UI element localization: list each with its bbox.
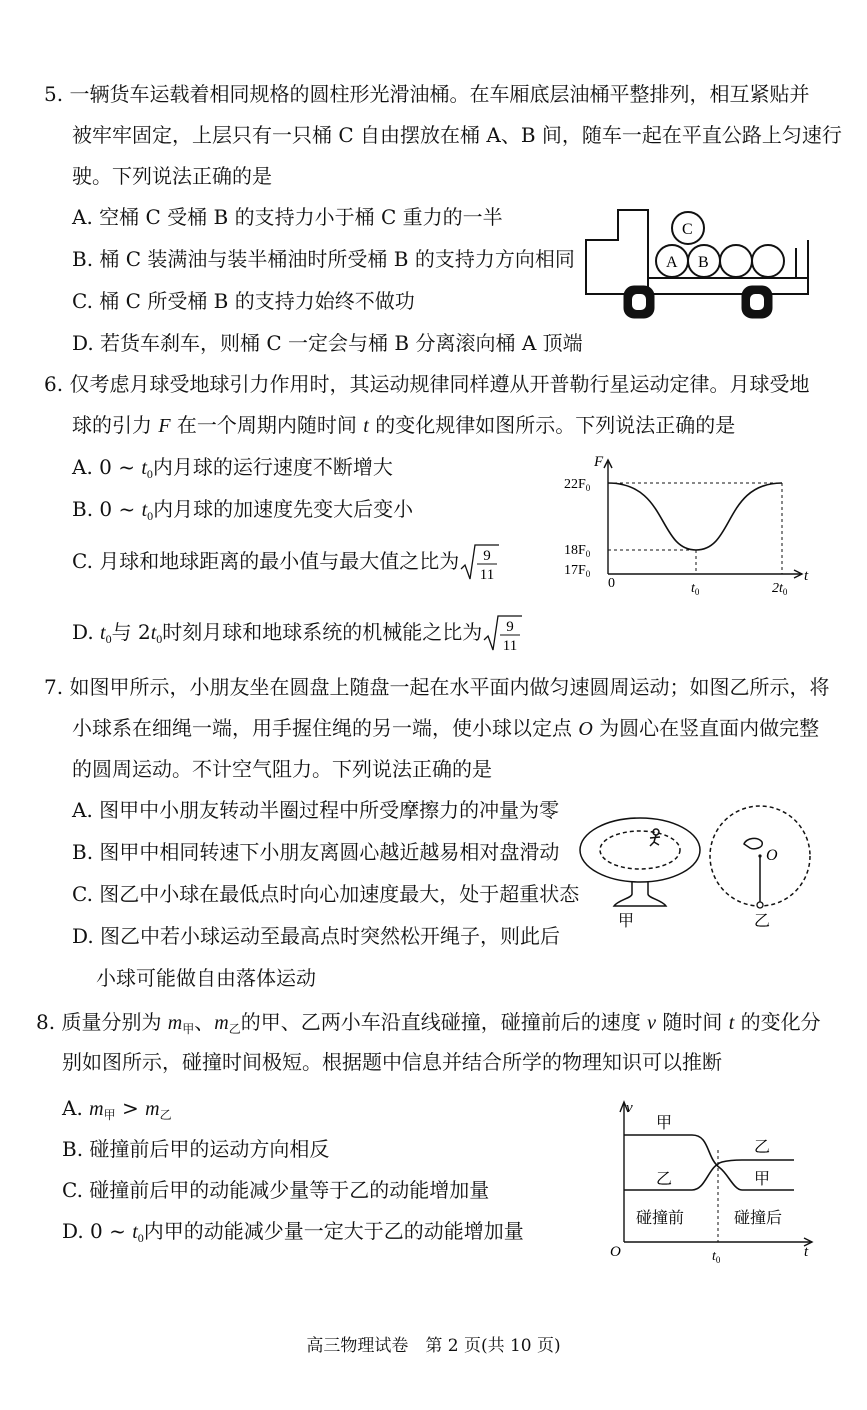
q6-option-c: C. 月球和地球距离的最小值与最大值之比为 9 11 bbox=[72, 541, 499, 583]
origin-label: O bbox=[610, 1244, 621, 1260]
truck-cab bbox=[586, 210, 648, 294]
jia-after-label: 甲 bbox=[754, 1171, 771, 1188]
before-collision-label: 碰撞前 bbox=[636, 1210, 685, 1227]
yi-before-label: 乙 bbox=[656, 1171, 673, 1188]
q7-option-c: C. 图乙中小球在最低点时向心加速度最大，处于超重状态 bbox=[72, 882, 580, 906]
svg-text:11: 11 bbox=[480, 567, 495, 584]
q7-stem-line3: 的圆周运动。不计空气阻力。下列说法正确的是 bbox=[72, 757, 492, 781]
q5-stem-line1: 5. 一辆货车运载着相同规格的圆柱形光滑油桶。在车厢底层油桶平整排列，相互紧贴并 bbox=[44, 82, 810, 106]
q7-option-d-line2: 小球可能做自由落体运动 bbox=[96, 966, 316, 990]
q6-stem-line2: 球的引力 F 在一个周期内随时间 t 的变化规律如图所示。下列说法正确的是 bbox=[72, 413, 736, 437]
label-o: O bbox=[766, 847, 778, 864]
q5-option-c: C. 桶 C 所受桶 B 的支持力始终不做功 bbox=[72, 289, 415, 313]
t0-label: $t_0$ bbox=[712, 1249, 721, 1265]
force-curve bbox=[608, 483, 782, 550]
label-18f0: $18F_0$ bbox=[564, 543, 591, 559]
sqrt-fraction-c bbox=[459, 542, 499, 584]
disc bbox=[580, 818, 700, 882]
q7-option-a: A. 图甲中小朋友转动半圈过程中所受摩擦力的冲量为零 bbox=[72, 798, 560, 822]
q5-stem-line2: 被牢牢固定，上层只有一只桶 C 自由摆放在桶 A、B 间，随车一起在平直公路上匀速行 bbox=[72, 123, 842, 147]
truck-bed bbox=[648, 278, 808, 294]
page-footer: 高三物理试卷 第 2 页(共 10 页) bbox=[306, 1336, 561, 1356]
yi-after-label: 乙 bbox=[754, 1139, 771, 1156]
barrel-c-label: C bbox=[682, 221, 693, 238]
barrel-4 bbox=[752, 245, 784, 277]
svg-text:9: 9 bbox=[506, 619, 515, 636]
q8-option-a: A. $m_甲 > m_乙$ bbox=[62, 1096, 172, 1122]
hand bbox=[744, 838, 762, 848]
q5-stem-line3: 驶。下列说法正确的是 bbox=[72, 164, 272, 188]
q5-truck-figure bbox=[580, 200, 820, 330]
jia-before-label: 甲 bbox=[656, 1115, 673, 1132]
label-22f0: $22F_0$ bbox=[564, 477, 591, 493]
q7-stem-line2: 小球系在细绳一端，用手握住绳的另一端，使小球以定点 O 为圆心在竖直面内做完整 bbox=[72, 716, 820, 740]
label-origin: 0 bbox=[608, 576, 615, 591]
t-axis-label: t bbox=[804, 568, 809, 584]
q8-stem-line2: 别如图所示，碰撞时间极短。根据题中信息并结合所学的物理知识可以推断 bbox=[62, 1050, 722, 1074]
q7-option-d-line1: D. 图乙中若小球运动至最高点时突然松开绳子，则此后 bbox=[72, 924, 561, 948]
q6-option-d: D. $t_0$与 $2t_0$时刻月球和地球系统的机械能之比为 9 11 bbox=[72, 612, 522, 655]
q8-option-c: C. 碰撞前后甲的动能减少量等于乙的动能增加量 bbox=[62, 1178, 490, 1202]
q8-stem-line1: 8. 质量分别为 $m_甲$、$m_乙$的甲、乙两小车沿直线碰撞，碰撞前后的速度 v 随时间 t 的变化分 bbox=[36, 1010, 821, 1036]
q5-option-b: B. 桶 C 装满油与装半桶油时所受桶 B 的支持力方向相同 bbox=[72, 247, 575, 271]
label-2t0: $2t_0$ bbox=[772, 581, 788, 597]
sqrt-fraction-d bbox=[482, 613, 522, 655]
q8-option-b: B. 碰撞前后甲的运动方向相反 bbox=[62, 1137, 330, 1161]
t-axis-label: t bbox=[804, 1244, 809, 1260]
q7-figures bbox=[574, 804, 814, 934]
ball bbox=[757, 902, 763, 908]
q8-velocity-time-graph bbox=[610, 1090, 822, 1270]
q6-stem-line1: 6. 仅考虑月球受地球引力作用时，其运动规律同样遵从开普勒行星运动定律。月球受地 bbox=[44, 372, 810, 396]
q6-force-time-graph bbox=[558, 452, 820, 602]
disc-path bbox=[600, 831, 680, 869]
label-yi: 乙 bbox=[754, 913, 771, 930]
v-axis-label: v bbox=[626, 1100, 633, 1116]
q6-option-b: B. 0 ~ $t_0$内月球的加速度先变大后变小 bbox=[72, 497, 414, 523]
label-t0: $t_0$ bbox=[691, 581, 700, 597]
svg-text:11: 11 bbox=[503, 638, 518, 655]
label-17f0: $17F_0$ bbox=[564, 563, 591, 579]
q5-option-d: D. 若货车刹车，则桶 C 一定会与桶 B 分离滚向桶 A 顶端 bbox=[72, 331, 583, 355]
barrel-a-label: A bbox=[666, 254, 678, 271]
q7-option-b: B. 图甲中相同转速下小朋友离圆心越近越易相对盘滑动 bbox=[72, 840, 560, 864]
barrel-3 bbox=[720, 245, 752, 277]
q5-option-a: A. 空桶 C 受桶 B 的支持力小于桶 C 重力的一半 bbox=[72, 205, 503, 229]
child-body bbox=[650, 835, 660, 846]
point-o bbox=[758, 854, 761, 857]
after-collision-label: 碰撞后 bbox=[734, 1210, 783, 1227]
label-jia: 甲 bbox=[618, 913, 635, 930]
svg-text:9: 9 bbox=[483, 548, 492, 565]
barrel-b-label: B bbox=[698, 254, 709, 271]
disc-stand bbox=[614, 882, 666, 906]
q7-stem-line1: 7. 如图甲所示，小朋友坐在圆盘上随盘一起在水平面内做匀速圆周运动；如图乙所示，将 bbox=[44, 675, 830, 699]
f-axis-label: F bbox=[594, 454, 604, 470]
q8-option-d: D. 0 ~ $t_0$内甲的动能减少量一定大于乙的动能增加量 bbox=[62, 1219, 524, 1245]
q6-option-a: A. 0 ~ $t_0$内月球的运行速度不断增大 bbox=[72, 455, 393, 481]
